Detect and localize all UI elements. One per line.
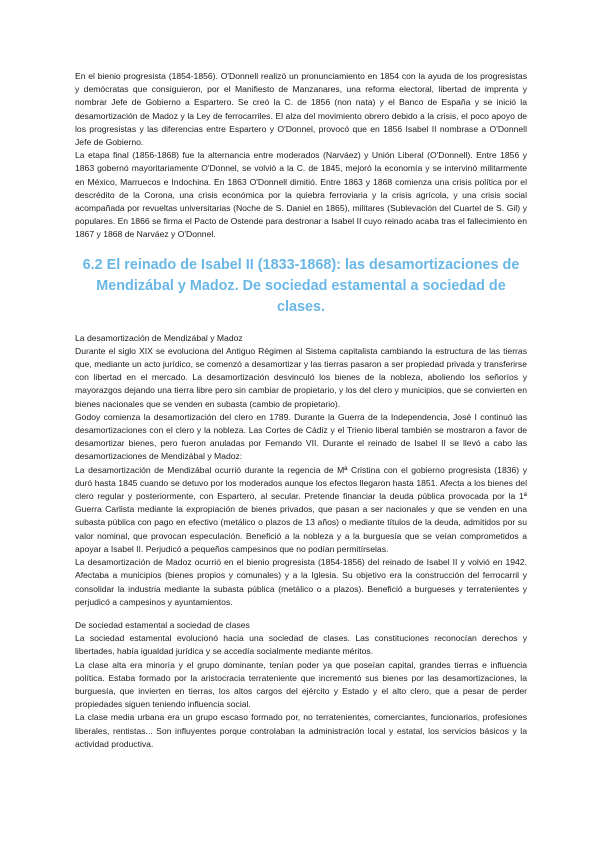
desamortizacion-subtitle: La desamortización de Mendizábal y Madoz [75,332,243,343]
desamortizacion-paragraph-2: Godoy comienza la desamortización del clero en 1789. Durante la Guerra de la Independencia, José I continuó las desamortizaciones con el clero y la nobleza. Las Cortes de Cádiz y el Trienio liberal también se mostraron a favor de desamortizar bienes, pero fueron anuladas por Fernando VII. Durante el reinado de Isabel II se llevó a cabo las desamortizaciones de Mendizábal y Madoz: [75,411,527,462]
sociedad-paragraph-2: La clase alta era minoría y el grupo dominante, tenían poder ya que poseían capital, grandes tierras e influencia política. Estaba formado por la aristocracia terrateniente que incrementó sus bienes por las desamortizaciones, la burguesía, que invierten en tierras, los altos cargos del ejército y Estado y el alto clero, que a pesar de perder propiedades siguen teniendo influencia social. [75,659,527,710]
document-page [75,70,527,751]
intro-paragraph-2: La etapa final (1856-1868) fue la alternancia entre moderados (Narváez) y Unión Liberal (O'Donnell). Entre 1856 y 1863 gobernó mayoritariamente O'Donnel, se volvió a la C. de 1845, mejoró la economía y se intervinó militarmente en México, Marruecos e Indochina. En 1863 O'Donnell dimitió. Entre 1863 y 1868 comienza una crisis política por el descrédito de la Corona, una crisis económica por la quiebra ferroviaria y la crisis agrícola, y una crisis social acompañada por revueltas universitarias (Noche de S. Daniel en 1865), militares (Sublevación del Cuartel de S. Gil) y populares. En 1866 se firma el Pacto de Ostende para destronar a Isabel II cuyo reinado acaba tras el fallecimiento en 1867 y 1868 de Narváez y O'Donnel. [75,150,527,240]
section-heading: 6.2 El reinado de Isabel II (1833-1868): las desamortizaciones de Mendizábal y Madoz. De sociedad estamental a sociedad de clases. [82,256,520,315]
sociedad-paragraph-1: La sociedad estamental evolucionó hacia una sociedad de clases. Las constituciones reconocían derechos y libertades, había igualdad jurídica y se accedía socialmente mediante méritos. [75,633,527,657]
desamortizacion-paragraph-4: La desamortización de Madoz ocurrió en el bienio progresista (1854-1856) del reinado de Isabel II y volvió en 1942. Afectaba a municipios (bienes propios y comunales) y a la Iglesia. Su objetivo era la construcción del ferrocarril y consolidar la industria mediante la subasta pública (metálico o a plazos). Benefició a burgueses y terratenientes y perjudicó a campesinos y ayuntamientos. [75,557,527,607]
section-gap [75,609,527,619]
desamortizacion-paragraph-1: Durante el siglo XIX se evoluciona del Antiguo Régimen al Sistema capitalista cambiando la estructura de las tierras que, mediante un acto jurídico, se comenzó a desamortizar y las tierras pasaron a ser propiedad privada y transferirse con libertad en el mercado. La desamortización desvinculó los bienes de la nobleza, aboliendo los señoríos y mayorazgos dejando una tierra libre pero sin cambiar de propietario, y los del clero y municipios, que se convierten en bienes nacionales que se venden en subasta (cambio de propietario). [75,345,527,409]
sociedad-subtitle: De sociedad estamental a sociedad de clases [75,619,250,630]
intro-paragraph-1: En el bienio progresista (1854-1856). O'Donnell realizó un pronunciamiento en 1854 con la ayuda de los progresistas y demócratas que consiguieron, por el Manifiesto de Manzanares, una reforma electoral, libertad de imprenta y nombrar Jefe de Gobierno a Espartero. Se creó la C. de 1856 (non nata) y el Banco de España y se inició la desamortización de Madoz y la Ley de ferrocarriles. El alza del movimiento obrero debido a la crisis, el poco apoyo de los progresistas y las diferencias entre Espartero y O'Donnel, provocó que en 1856 Isabel II nombrase a O'Donnell Jefe de Gobierno. [75,71,527,148]
sociedad-paragraph-3: La clase media urbana era un grupo escaso formado por, no terratenientes, comerciantes, funcionarios, profesiones liberales, rentistas... Son influyentes porque controlaban la administración local y estatal, los servicios básicos y la actividad productiva. [75,712,527,749]
desamortizacion-paragraph-3: La desamortización de Mendizábal ocurrió durante la regencia de Mª Cristina con el gobierno progresista (1836) y duró hasta 1845 cuando se detuvo por los moderados aunque los efectos llegaron hasta 1851. Afecta a los bienes del clero regular y posteriormente, con Espartero, al secular. Pretende financiar la deuda pública provocada por la 1ª Guerra Carlista mediante la expropiación de bienes privados, que pasan a ser nacionales y que se venden en una subasta pública con pago en efectivo (metálico o plazos de 13 años) o mediante títulos de la deuda, admitidos por su valor nominal, que provocan especulación. Benefició a la nobleza y a la burguesía que se veían comprometidos a apoyar a Isabel II. Perjudicó a pequeños campesinos que no podían permitírselas. [75,464,527,554]
